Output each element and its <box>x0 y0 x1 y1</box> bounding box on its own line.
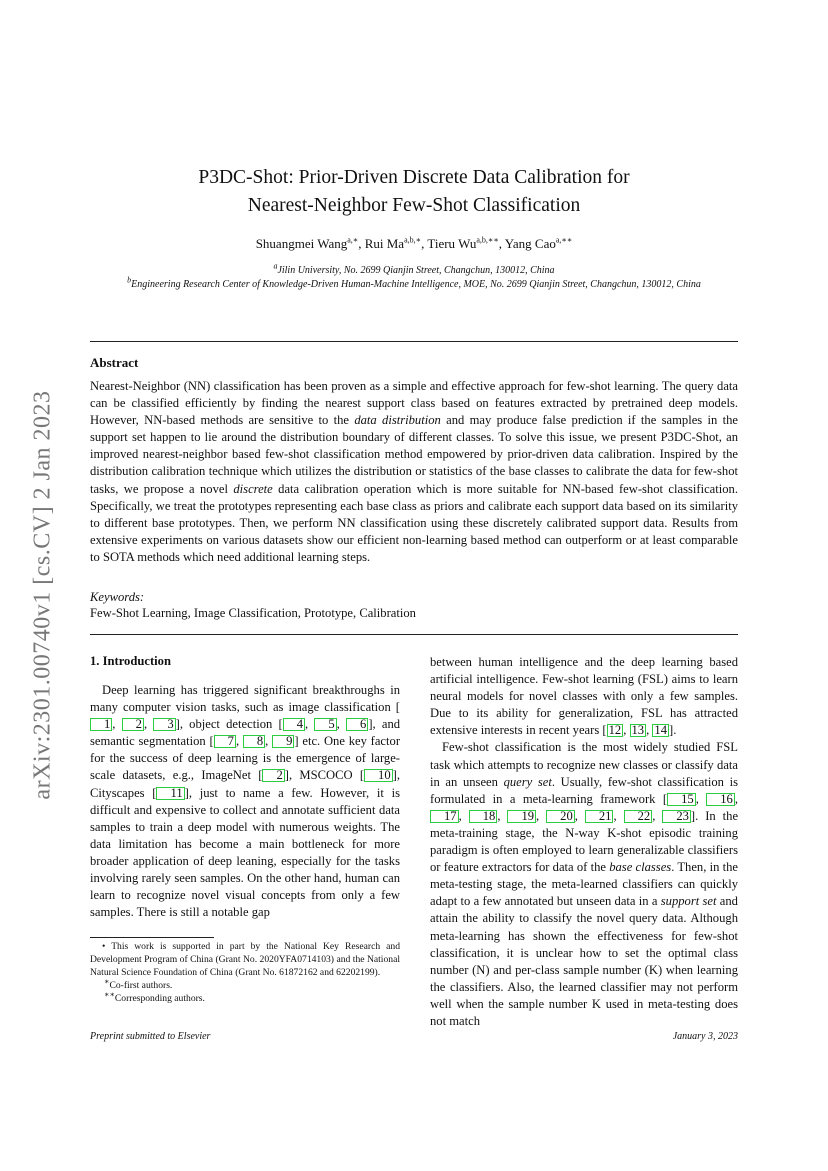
citation-link[interactable]: 20 <box>546 810 575 823</box>
title-line-1: P3DC-Shot: Prior-Driven Discrete Data Calibration for <box>198 167 630 188</box>
author: Tieru $Wu^{a,b,∗∗}$ <box>427 235 499 251</box>
author: Shuangmei Wang$^{a,∗}$ <box>255 235 359 251</box>
citation-link[interactable]: 8 <box>243 735 265 748</box>
divider-top <box>90 341 738 342</box>
citation-link[interactable]: 19 <box>507 810 536 823</box>
author: Yang Cao$^{a,∗∗}$ <box>504 235 573 251</box>
citation-link[interactable]: 13 <box>631 723 645 738</box>
citation-link[interactable]: 21 <box>585 810 614 823</box>
citation-link[interactable]: 3 <box>153 718 175 731</box>
arxiv-identifier: arXiv:2301.00740v1 [cs.CV] 2 Jan 2023 <box>29 390 56 800</box>
citation-link[interactable]: 9 <box>272 735 294 748</box>
keywords-heading: Keywords: <box>90 590 145 604</box>
citation-link[interactable]: 16 <box>706 793 735 806</box>
author-list: Shuangmei Wang$^{a,∗}$, Rui $Ma^{a,b,∗}$, Tieru $Wu^{a,b,∗∗}$, Yang Cao$^{a,∗∗}$ <box>255 235 573 251</box>
citation-link[interactable]: 2 <box>262 769 284 782</box>
intro-left-column <box>90 682 400 921</box>
section-heading-introduction: 1. Introduction <box>90 654 171 668</box>
footnote-divider <box>90 937 214 938</box>
abstract-heading: Abstract <box>90 355 139 370</box>
intro-paragraph-1: Deep learning has triggered significant breakthroughs in many computer vision tasks, such as image classification [1 , 2 , 3 ], object detection [ 4 , 5 , 6 ], and semantic segmentation [ 7 , 8 , 9 ] etc. One key factor for the success of deep learning is the emergence of large-scale datasets, e.g., ImageNet [ 2 ], MSCOCO [ 10 ], Cityscapes [ 11 ], just to name a few. However, it is difficult and expensive to collect and annotate sufficient data samples to train a deep model with numerous weights. The data limitation has become a main bottleneck for more broader application of deep leaning, especially for the tasks involving rarely seen samples. On the other hand, human can learn to recognize novel visual concepts from only a few samples. There is still a notable gap <box>90 683 401 920</box>
intro-paragraph-3: Few-shot classification is the most widely studied FSL task which attempts to recognize new classes or classify data in an unseen query set. Usually, few-shot classification is formulated in a meta-learning framework [ 15 , 16 , 17 , 18 , 19 , 20 , 21 , 22 , 23 ]. In the meta-training stage, the N-way K-shot episodic training paradigm is often employed to learn generalizable classifiers or feature extractors for data of the base classes. Then, in the meta-testing stage, the meta-learned classifiers can quickly adapt to a few annotated but unseen data in a support set and attain the ability to classify the novel query data. Although meta-learning has shown the effectiveness for few-shot classification, it is unclear how to set the optimal class number (N) and per-class sample number (K) when learning the classifiers. Also, the learned classifier may not perform well when the sample number K used in meta-testing does not match <box>430 740 739 1028</box>
citation-link[interactable]: 12 <box>608 723 622 738</box>
title-line-2: Nearest-Neighbor Few-Shot Classification <box>247 195 581 216</box>
intro-paragraph-2: between human intelligence and the deep learning based artificial intelligence. Few-shot learning (FSL) aims to learn neural models for novel classes with only a few samples. Due to its ability for generalization, FSL has attracted extensive interests in recent years [ 12 , 13 , 14 ]. <box>430 655 738 738</box>
citation-link[interactable]: 22 <box>624 810 653 823</box>
keywords-list: Few-Shot Learning, Image Classification, Prototype, Calibration <box>90 606 416 620</box>
citation-link[interactable]: 4 <box>283 718 305 731</box>
footnote-cofirst: ∗Co-first authors. <box>104 976 173 991</box>
citation-link[interactable]: 11 <box>156 787 184 800</box>
author: Rui $Ma^{a,b,∗}$ <box>364 235 422 251</box>
paper-title <box>90 164 738 220</box>
abstract-body: Nearest-Neighbor (NN) classification has been proven as a simple and effective approach for few-shot learning. The query data can be classified efficiently by finding the nearest support class based on features extracted by pretrained deep models. However, NN-based methods are sensitive to the data distribution and may produce false prediction if the samples in the support set happen to lie around the distribution boundary of different classes. To solve this issue, we present P3DC-Shot, an improved nearest-neighbor based few-shot classification method empowered by prior-driven data calibration. Inspired by the distribution calibration technique which utilizes the distribution or statistics of the base classes to calibrate the data for few-shot tasks, we propose a novel discrete data calibration operation which is more suitable for NN-based few-shot classification. Specifically, we treat the prototypes representing each base class as priors and calibrate each support data based on its similarity to different base prototypes. Then, we perform NN classification using these discretely calibrated support data. Results from extensive experiments on various datasets show our efficient non-learning based method can outperform or at least comparable to SOTA methods which need additional learning steps. <box>90 379 738 564</box>
citation-link[interactable]: 10 <box>364 769 393 782</box>
affiliation-b: $^b$Engineering Research Center of Knowledge-Driven Human-Machine Intelligence, MOE, No. 2699 Qianjin Street, Changchun, 130012, China <box>127 275 701 290</box>
affiliation-a: $^a$Jilin University, No. 2699 Qianjin Street, Changchun, 130012, China <box>273 261 555 276</box>
citation-link[interactable]: 6 <box>346 718 368 731</box>
arxiv-sidebar <box>28 355 58 835</box>
footnotes <box>90 940 400 1005</box>
citation-link[interactable]: 1 <box>90 718 112 731</box>
divider-bottom <box>90 634 738 635</box>
citation-link[interactable]: 2 <box>122 718 144 731</box>
footer-preprint-note: Preprint submitted to Elsevier <box>90 1031 211 1042</box>
citation-link[interactable]: 7 <box>214 735 236 748</box>
citation-link[interactable]: 18 <box>469 810 498 823</box>
citation-link[interactable]: 5 <box>314 718 336 731</box>
footnote-corresponding: ∗∗Corresponding authors. <box>104 989 205 1004</box>
citation-link[interactable]: 15 <box>667 793 696 806</box>
footer-date: January 3, 2023 <box>672 1031 738 1042</box>
citation-link[interactable]: 14 <box>654 723 667 738</box>
footnote-funding: • This work is supported in part by the National Key Research and Development Program of China (Grant No. 2020YFA0714103) and the National Natural Science Foundation of China (Grant No. 61872162 and 62202199). <box>90 941 400 978</box>
citation-link[interactable]: 17 <box>430 810 459 823</box>
citation-link[interactable]: 23 <box>662 810 691 823</box>
intro-right-column <box>430 654 738 1030</box>
